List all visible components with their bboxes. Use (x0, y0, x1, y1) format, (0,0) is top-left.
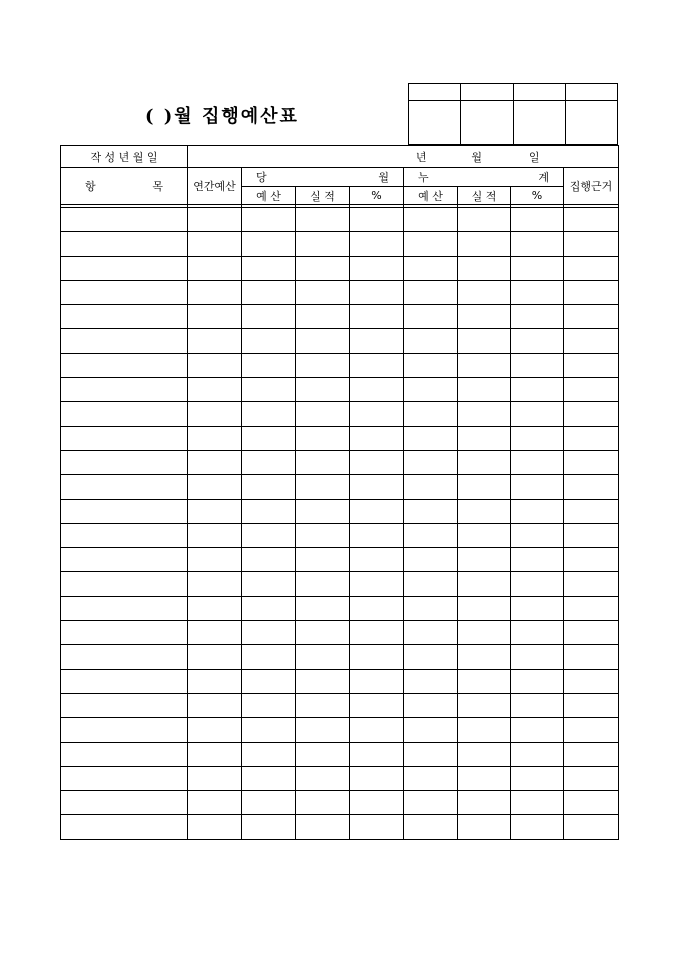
cum-actual-cell[interactable] (458, 499, 511, 523)
table-row (61, 353, 619, 377)
annual-budget-cell[interactable] (188, 378, 242, 402)
month-percent-cell[interactable] (350, 791, 404, 815)
month-actual-cell[interactable] (296, 426, 350, 450)
month-percent-cell[interactable] (350, 305, 404, 329)
cum-actual-cell[interactable] (458, 232, 511, 256)
table-row (61, 475, 619, 499)
cum-budget-cell[interactable] (404, 232, 458, 256)
basis-cell[interactable] (564, 426, 619, 450)
annual-budget-cell[interactable] (188, 353, 242, 377)
date-day-label: 일 (528, 150, 540, 164)
month-percent-cell[interactable] (350, 572, 404, 596)
month-actual-cell[interactable] (296, 645, 350, 669)
cum-actual-cell[interactable] (458, 353, 511, 377)
month-percent-cell[interactable] (350, 718, 404, 742)
item-cell[interactable] (61, 378, 188, 402)
annual-budget-cell[interactable] (188, 815, 242, 839)
signature-cell[interactable] (409, 101, 461, 145)
table-row (61, 450, 619, 474)
month-percent-cell[interactable] (350, 499, 404, 523)
item-cell[interactable] (61, 572, 188, 596)
cum-budget-cell[interactable] (404, 596, 458, 620)
item-cell[interactable] (61, 523, 188, 547)
annual-budget-cell[interactable] (188, 499, 242, 523)
annual-budget-cell[interactable] (188, 232, 242, 256)
basis-cell[interactable] (564, 548, 619, 572)
table-row (61, 329, 619, 353)
month-percent-cell[interactable] (350, 645, 404, 669)
item-cell[interactable] (61, 596, 188, 620)
month-percent-cell[interactable] (350, 766, 404, 790)
cum-actual-cell[interactable] (458, 718, 511, 742)
month-actual-cell[interactable] (296, 256, 350, 280)
cum-budget-cell[interactable] (404, 450, 458, 474)
cum-budget-cell[interactable] (404, 329, 458, 353)
item-cell[interactable] (61, 718, 188, 742)
cum-budget-cell[interactable] (404, 815, 458, 839)
cum-budget-cell[interactable] (404, 669, 458, 693)
current-actual-header: 실 적 (296, 187, 350, 205)
table-row (61, 378, 619, 402)
cumulative-left: 누 (418, 171, 429, 184)
cum-actual-cell[interactable] (458, 523, 511, 547)
month-budget-cell[interactable] (242, 766, 296, 790)
month-actual-cell[interactable] (296, 621, 350, 645)
month-percent-cell[interactable] (350, 523, 404, 547)
cum-percent-cell[interactable] (511, 815, 564, 839)
current-budget-header: 예 산 (242, 187, 296, 205)
basis-cell[interactable] (564, 232, 619, 256)
basis-cell[interactable] (564, 596, 619, 620)
cum-percent-cell[interactable] (511, 232, 564, 256)
month-budget-cell[interactable] (242, 499, 296, 523)
basis-cell[interactable] (564, 329, 619, 353)
month-actual-cell[interactable] (296, 208, 350, 232)
cum-actual-cell[interactable] (458, 766, 511, 790)
cum-budget-cell[interactable] (404, 718, 458, 742)
month-budget-cell[interactable] (242, 280, 296, 304)
basis-cell[interactable] (564, 378, 619, 402)
month-budget-cell[interactable] (242, 815, 296, 839)
item-cell[interactable] (61, 329, 188, 353)
month-percent-cell[interactable] (350, 621, 404, 645)
basis-cell[interactable] (564, 450, 619, 474)
month-budget-cell[interactable] (242, 791, 296, 815)
item-cell[interactable] (61, 766, 188, 790)
table-row (61, 208, 619, 232)
table-row (61, 742, 619, 766)
basis-cell[interactable] (564, 475, 619, 499)
month-budget-cell[interactable] (242, 475, 296, 499)
annual-budget-cell[interactable] (188, 548, 242, 572)
annual-budget-cell[interactable] (188, 256, 242, 280)
month-percent-cell[interactable] (350, 596, 404, 620)
item-cell[interactable] (61, 353, 188, 377)
current-month-header (242, 168, 404, 187)
table-row (61, 718, 619, 742)
annual-budget-cell[interactable] (188, 669, 242, 693)
annual-budget-cell[interactable] (188, 426, 242, 450)
basis-cell[interactable] (564, 693, 619, 717)
month-actual-cell[interactable] (296, 766, 350, 790)
month-actual-cell[interactable] (296, 718, 350, 742)
month-budget-cell[interactable] (242, 548, 296, 572)
basis-cell[interactable] (564, 645, 619, 669)
month-actual-cell[interactable] (296, 523, 350, 547)
cum-percent-cell[interactable] (511, 426, 564, 450)
cumulative-header (404, 168, 564, 187)
month-budget-cell[interactable] (242, 596, 296, 620)
annual-budget-cell[interactable] (188, 280, 242, 304)
item-cell[interactable] (61, 791, 188, 815)
cum-percent-cell[interactable] (511, 766, 564, 790)
cum-percent-cell[interactable] (511, 523, 564, 547)
month-actual-cell[interactable] (296, 450, 350, 474)
cum-budget-cell[interactable] (404, 402, 458, 426)
month-actual-cell[interactable] (296, 572, 350, 596)
annual-budget-cell[interactable] (188, 791, 242, 815)
signature-cell[interactable] (513, 101, 565, 145)
basis-cell[interactable] (564, 621, 619, 645)
month-actual-cell[interactable] (296, 669, 350, 693)
cum-actual-cell[interactable] (458, 791, 511, 815)
annual-budget-cell[interactable] (188, 572, 242, 596)
annual-budget-header: 연간예산 (188, 168, 242, 205)
date-field[interactable] (188, 146, 619, 168)
approval-cell[interactable] (461, 84, 513, 101)
date-month-label: 월 (471, 150, 482, 164)
month-actual-cell[interactable] (296, 378, 350, 402)
basis-cell[interactable] (564, 305, 619, 329)
table-row (61, 791, 619, 815)
cum-actual-cell[interactable] (458, 378, 511, 402)
table-row (61, 499, 619, 523)
cum-budget-cell[interactable] (404, 621, 458, 645)
cum-actual-cell[interactable] (458, 475, 511, 499)
annual-budget-cell[interactable] (188, 645, 242, 669)
item-header-left: 항 (85, 180, 96, 193)
cum-percent-cell[interactable] (511, 402, 564, 426)
cum-budget-cell[interactable] (404, 523, 458, 547)
annual-budget-cell[interactable] (188, 523, 242, 547)
item-cell[interactable] (61, 645, 188, 669)
month-actual-cell[interactable] (296, 693, 350, 717)
month-percent-cell[interactable] (350, 256, 404, 280)
cum-percent-cell[interactable] (511, 645, 564, 669)
cum-percent-cell[interactable] (511, 742, 564, 766)
month-percent-cell[interactable] (350, 280, 404, 304)
cum-budget-cell[interactable] (404, 305, 458, 329)
cum-actual-cell[interactable] (458, 280, 511, 304)
month-actual-cell[interactable] (296, 280, 350, 304)
cumulative-actual-header: 실 적 (458, 187, 511, 205)
cum-budget-cell[interactable] (404, 256, 458, 280)
item-cell[interactable] (61, 208, 188, 232)
cumulative-budget-header: 예 산 (404, 187, 458, 205)
month-percent-cell[interactable] (350, 548, 404, 572)
approval-box (408, 83, 618, 145)
cum-percent-cell[interactable] (511, 208, 564, 232)
table-row (61, 523, 619, 547)
item-cell[interactable] (61, 693, 188, 717)
cumulative-percent-header: % (511, 187, 564, 205)
cum-actual-cell[interactable] (458, 693, 511, 717)
month-actual-cell[interactable] (296, 305, 350, 329)
date-label: 작 성 년 월 일 (61, 146, 188, 168)
cum-budget-cell[interactable] (404, 766, 458, 790)
table-row (61, 305, 619, 329)
month-actual-cell[interactable] (296, 791, 350, 815)
month-actual-cell[interactable] (296, 596, 350, 620)
basis-cell[interactable] (564, 280, 619, 304)
month-actual-cell[interactable] (296, 353, 350, 377)
cum-budget-cell[interactable] (404, 208, 458, 232)
month-percent-cell[interactable] (350, 426, 404, 450)
item-cell[interactable] (61, 256, 188, 280)
month-percent-cell[interactable] (350, 815, 404, 839)
approval-cell[interactable] (409, 84, 461, 101)
month-budget-cell[interactable] (242, 402, 296, 426)
cum-actual-cell[interactable] (458, 305, 511, 329)
cum-budget-cell[interactable] (404, 693, 458, 717)
cum-actual-cell[interactable] (458, 645, 511, 669)
item-cell[interactable] (61, 742, 188, 766)
cum-budget-cell[interactable] (404, 475, 458, 499)
cum-budget-cell[interactable] (404, 742, 458, 766)
item-cell[interactable] (61, 232, 188, 256)
cum-actual-cell[interactable] (458, 450, 511, 474)
month-actual-cell[interactable] (296, 815, 350, 839)
month-actual-cell[interactable] (296, 548, 350, 572)
signature-cell[interactable] (565, 101, 617, 145)
basis-cell[interactable] (564, 791, 619, 815)
month-budget-cell[interactable] (242, 693, 296, 717)
annual-budget-cell[interactable] (188, 208, 242, 232)
basis-cell[interactable] (564, 353, 619, 377)
cum-budget-cell[interactable] (404, 645, 458, 669)
basis-cell[interactable] (564, 402, 619, 426)
table-row (61, 426, 619, 450)
cum-actual-cell[interactable] (458, 572, 511, 596)
annual-budget-cell[interactable] (188, 329, 242, 353)
month-budget-cell[interactable] (242, 621, 296, 645)
month-percent-cell[interactable] (350, 669, 404, 693)
annual-budget-cell[interactable] (188, 596, 242, 620)
month-percent-cell[interactable] (350, 353, 404, 377)
month-actual-cell[interactable] (296, 475, 350, 499)
basis-header: 집행근거 (564, 168, 619, 205)
basis-cell[interactable] (564, 669, 619, 693)
item-cell[interactable] (61, 621, 188, 645)
cum-percent-cell[interactable] (511, 669, 564, 693)
month-percent-cell[interactable] (350, 693, 404, 717)
basis-cell[interactable] (564, 256, 619, 280)
approval-cell[interactable] (565, 84, 617, 101)
month-percent-cell[interactable] (350, 232, 404, 256)
cum-percent-cell[interactable] (511, 280, 564, 304)
cum-budget-cell[interactable] (404, 353, 458, 377)
annual-budget-cell[interactable] (188, 475, 242, 499)
cum-percent-cell[interactable] (511, 548, 564, 572)
item-cell[interactable] (61, 305, 188, 329)
annual-budget-cell[interactable] (188, 693, 242, 717)
month-actual-cell[interactable] (296, 232, 350, 256)
page-title: ( )월 집행예산표 (145, 106, 299, 127)
item-cell[interactable] (61, 815, 188, 839)
basis-cell[interactable] (564, 499, 619, 523)
cum-budget-cell[interactable] (404, 280, 458, 304)
table-row (61, 669, 619, 693)
cum-percent-cell[interactable] (511, 329, 564, 353)
basis-cell[interactable] (564, 208, 619, 232)
item-cell[interactable] (61, 475, 188, 499)
month-budget-cell[interactable] (242, 572, 296, 596)
month-budget-cell[interactable] (242, 329, 296, 353)
basis-cell[interactable] (564, 572, 619, 596)
month-budget-cell[interactable] (242, 353, 296, 377)
table-row (61, 572, 619, 596)
table-row (61, 548, 619, 572)
basis-cell[interactable] (564, 815, 619, 839)
table-row (61, 232, 619, 256)
month-percent-cell[interactable] (350, 208, 404, 232)
item-header (61, 168, 188, 205)
basis-cell[interactable] (564, 523, 619, 547)
cumulative-right: 계 (538, 171, 549, 184)
cum-percent-cell[interactable] (511, 450, 564, 474)
annual-budget-cell[interactable] (188, 718, 242, 742)
cum-percent-cell[interactable] (511, 572, 564, 596)
cum-actual-cell[interactable] (458, 815, 511, 839)
current-month-right: 월 (378, 171, 389, 184)
month-budget-cell[interactable] (242, 669, 296, 693)
month-budget-cell[interactable] (242, 256, 296, 280)
month-budget-cell[interactable] (242, 523, 296, 547)
month-budget-cell[interactable] (242, 208, 296, 232)
month-actual-cell[interactable] (296, 329, 350, 353)
item-cell[interactable] (61, 280, 188, 304)
cum-actual-cell[interactable] (458, 548, 511, 572)
cum-budget-cell[interactable] (404, 791, 458, 815)
annual-budget-cell[interactable] (188, 305, 242, 329)
table-row (61, 402, 619, 426)
cum-percent-cell[interactable] (511, 499, 564, 523)
cum-percent-cell[interactable] (511, 693, 564, 717)
basis-cell[interactable] (564, 742, 619, 766)
cum-actual-cell[interactable] (458, 256, 511, 280)
month-actual-cell[interactable] (296, 402, 350, 426)
cum-actual-cell[interactable] (458, 329, 511, 353)
cum-budget-cell[interactable] (404, 572, 458, 596)
annual-budget-cell[interactable] (188, 621, 242, 645)
cum-percent-cell[interactable] (511, 621, 564, 645)
basis-cell[interactable] (564, 718, 619, 742)
item-cell[interactable] (61, 499, 188, 523)
item-cell[interactable] (61, 548, 188, 572)
cum-budget-cell[interactable] (404, 499, 458, 523)
cum-actual-cell[interactable] (458, 669, 511, 693)
cum-percent-cell[interactable] (511, 305, 564, 329)
item-cell[interactable] (61, 669, 188, 693)
cum-budget-cell[interactable] (404, 426, 458, 450)
annual-budget-cell[interactable] (188, 450, 242, 474)
cum-percent-cell[interactable] (511, 475, 564, 499)
cum-budget-cell[interactable] (404, 378, 458, 402)
cum-percent-cell[interactable] (511, 718, 564, 742)
month-percent-cell[interactable] (350, 329, 404, 353)
item-cell[interactable] (61, 426, 188, 450)
table-row (61, 280, 619, 304)
basis-cell[interactable] (564, 766, 619, 790)
cum-percent-cell[interactable] (511, 791, 564, 815)
cum-actual-cell[interactable] (458, 426, 511, 450)
month-actual-cell[interactable] (296, 499, 350, 523)
month-budget-cell[interactable] (242, 718, 296, 742)
annual-budget-cell[interactable] (188, 742, 242, 766)
table-row (61, 766, 619, 790)
table-row (61, 256, 619, 280)
month-budget-cell[interactable] (242, 378, 296, 402)
table-row (61, 645, 619, 669)
date-year-label: 년 (415, 150, 427, 164)
month-actual-cell[interactable] (296, 742, 350, 766)
item-cell[interactable] (61, 450, 188, 474)
table-row (61, 693, 619, 717)
month-budget-cell[interactable] (242, 232, 296, 256)
cum-actual-cell[interactable] (458, 596, 511, 620)
item-cell[interactable] (61, 402, 188, 426)
month-percent-cell[interactable] (350, 402, 404, 426)
cum-percent-cell[interactable] (511, 596, 564, 620)
signature-cell[interactable] (461, 101, 513, 145)
month-budget-cell[interactable] (242, 450, 296, 474)
table-row (61, 815, 619, 839)
month-budget-cell[interactable] (242, 645, 296, 669)
month-budget-cell[interactable] (242, 426, 296, 450)
month-percent-cell[interactable] (350, 742, 404, 766)
current-percent-header: % (350, 187, 404, 205)
annual-budget-cell[interactable] (188, 766, 242, 790)
cum-percent-cell[interactable] (511, 256, 564, 280)
approval-cell[interactable] (513, 84, 565, 101)
cum-actual-cell[interactable] (458, 208, 511, 232)
cum-actual-cell[interactable] (458, 742, 511, 766)
cum-budget-cell[interactable] (404, 548, 458, 572)
table-row (61, 596, 619, 620)
month-percent-cell[interactable] (350, 450, 404, 474)
annual-budget-cell[interactable] (188, 402, 242, 426)
month-percent-cell[interactable] (350, 475, 404, 499)
cum-percent-cell[interactable] (511, 378, 564, 402)
month-budget-cell[interactable] (242, 742, 296, 766)
cum-actual-cell[interactable] (458, 402, 511, 426)
budget-table (60, 145, 619, 840)
table-row (61, 621, 619, 645)
month-percent-cell[interactable] (350, 378, 404, 402)
month-budget-cell[interactable] (242, 305, 296, 329)
cum-actual-cell[interactable] (458, 621, 511, 645)
item-header-right: 목 (152, 180, 163, 193)
current-month-left: 당 (256, 171, 267, 184)
cum-percent-cell[interactable] (511, 353, 564, 377)
